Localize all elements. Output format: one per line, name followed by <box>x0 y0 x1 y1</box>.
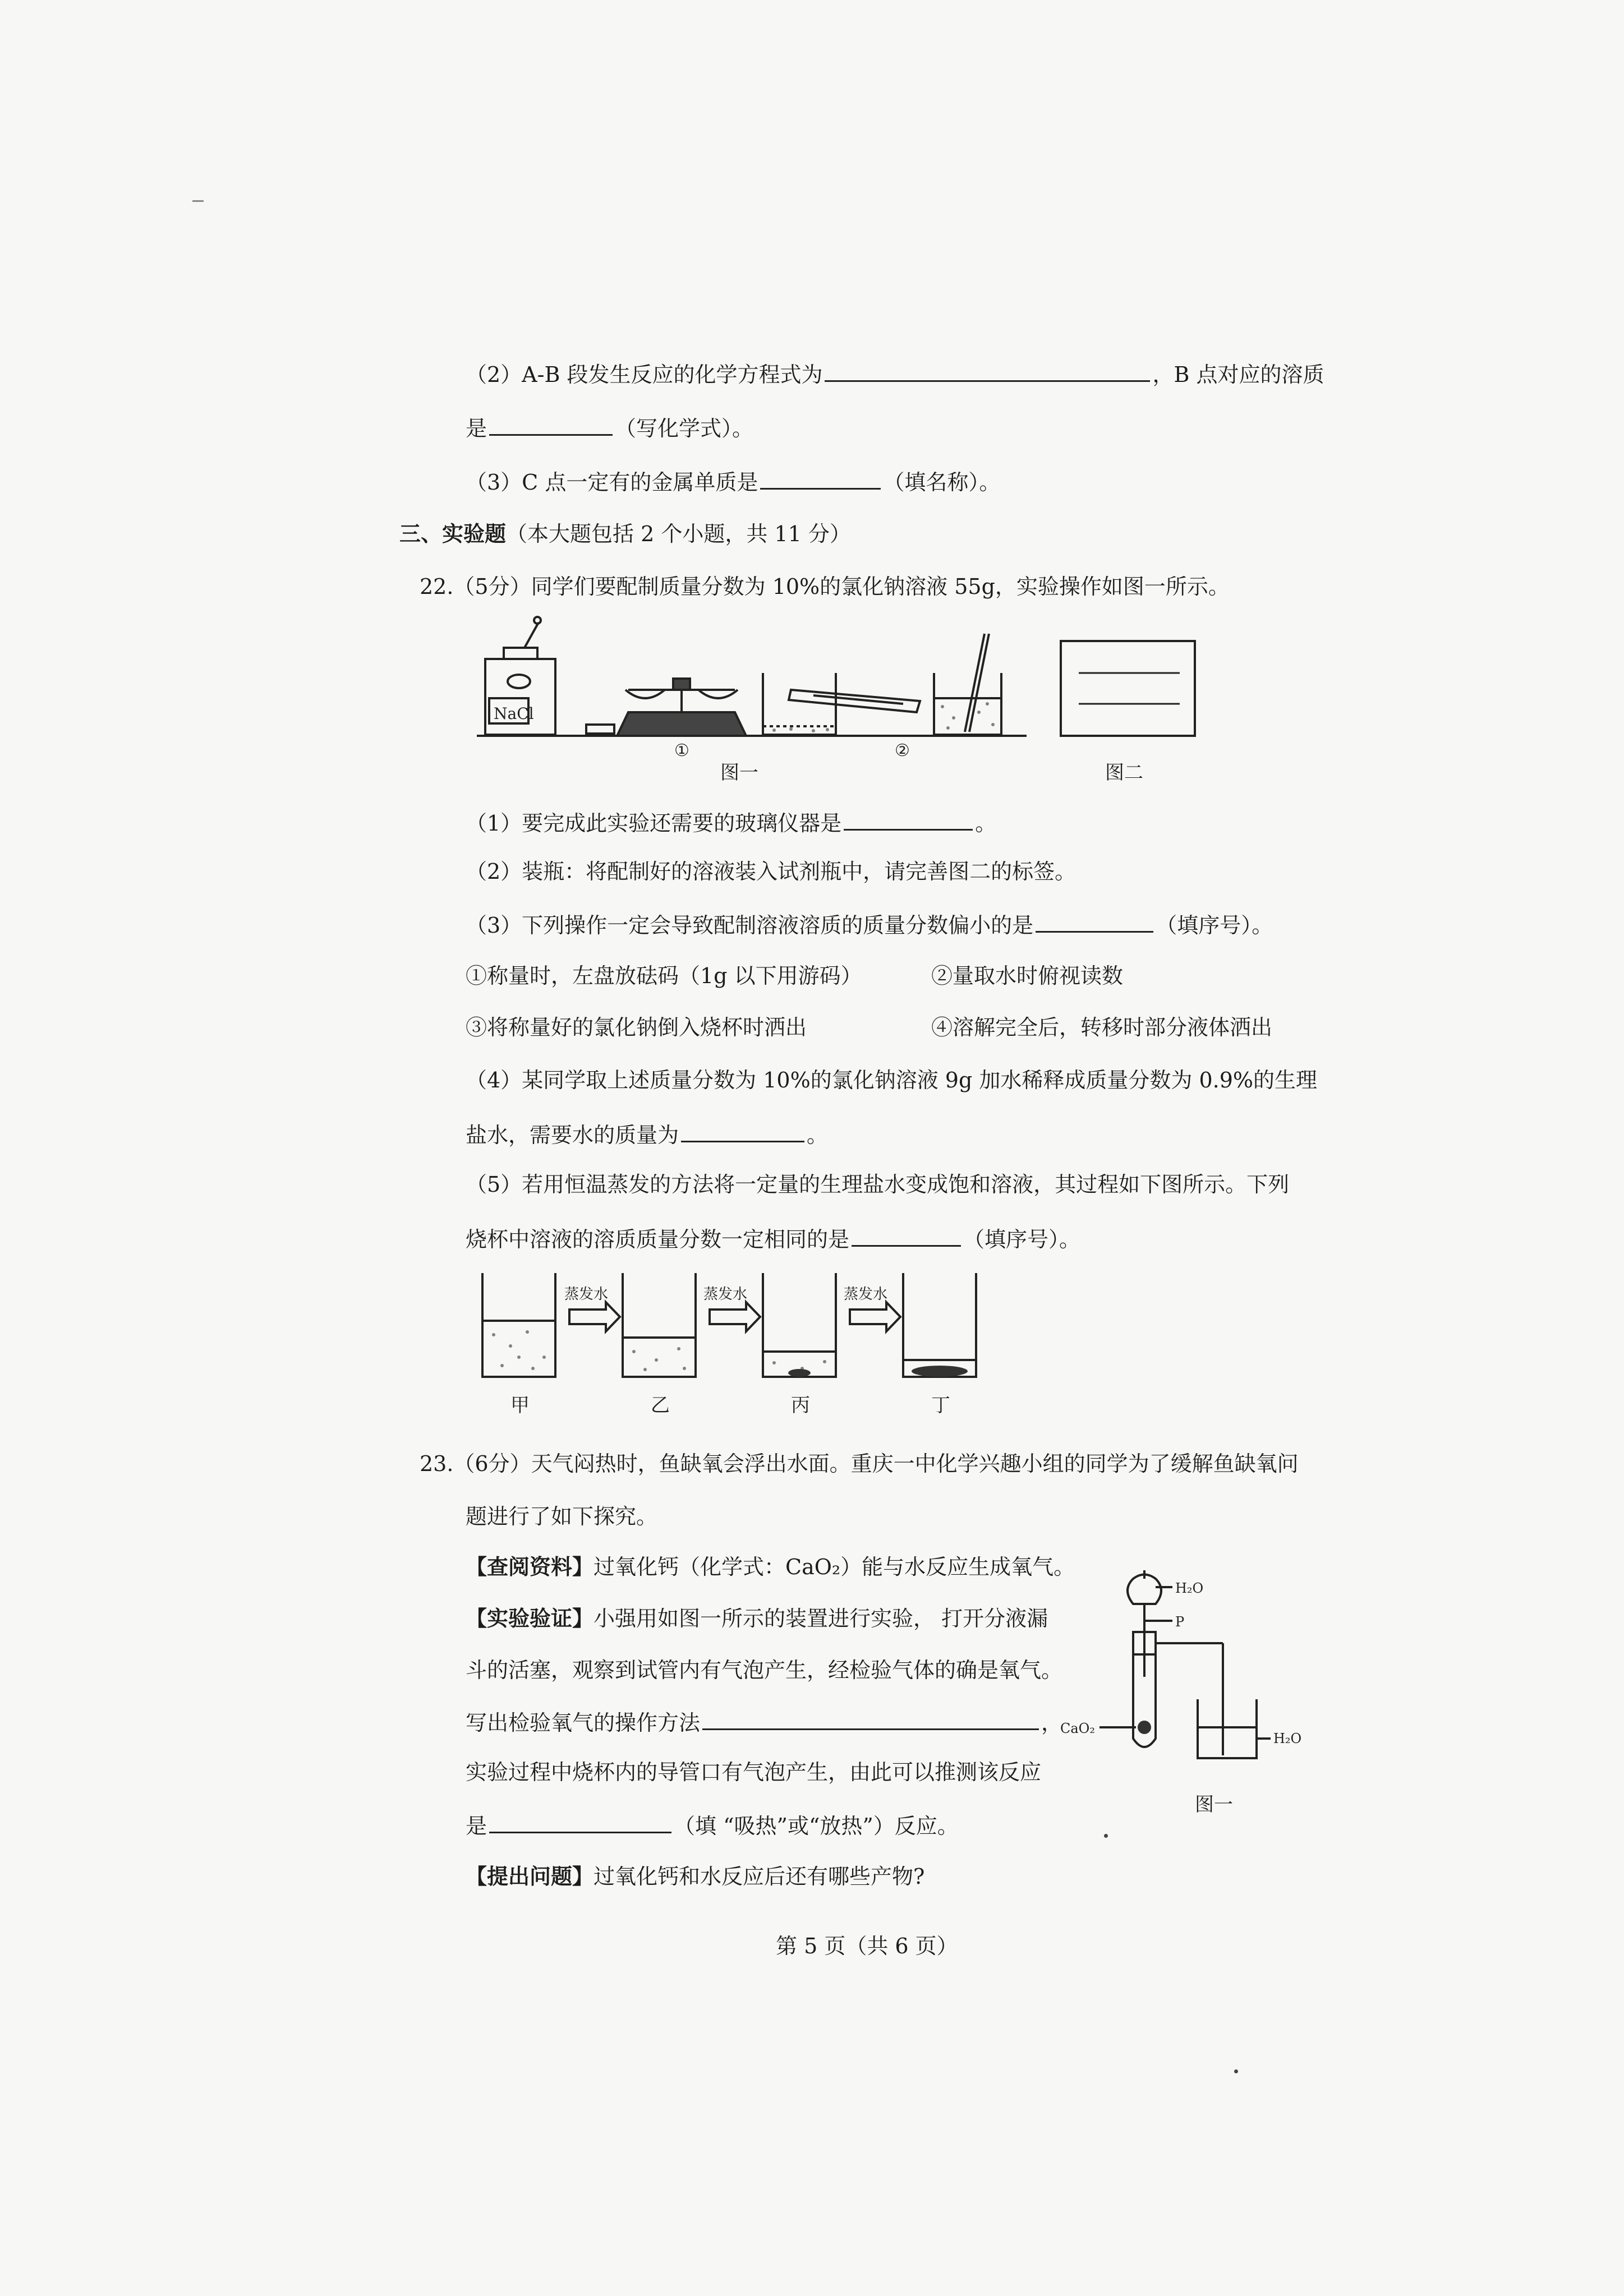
q22-part1 <box>466 808 996 837</box>
q21-part2-text-c: 是 <box>466 416 487 441</box>
q22-figure-2-label[interactable] <box>1059 639 1197 737</box>
q22-part5-line2 <box>466 1224 1080 1253</box>
q22-part4-text: 盐水，需要水的质量为 <box>466 1123 679 1147</box>
q23-apparatus-figure <box>1060 1570 1313 1789</box>
answer-blank[interactable] <box>489 1810 671 1833</box>
question-tag: 【提出问题】 <box>466 1864 594 1889</box>
q23-verify-line5 <box>466 1810 959 1839</box>
q22-option-2: ②量取水时俯视读数 <box>931 963 1124 988</box>
q23-figure-caption: 图一 <box>1195 1794 1233 1816</box>
q21-part2-text-d: （写化学式）。 <box>615 416 754 441</box>
q22-part4-line1: （4）某同学取上述质量分数为 10%的氯化钠溶液 9g 加水稀释成质量分数为 0.9%的生理 <box>466 1068 1317 1092</box>
step2-label: ② <box>895 741 910 760</box>
q23-verify-line4: 实验过程中烧杯内的导管口有气泡产生，由此可以推测该反应 <box>466 1760 1042 1785</box>
q23-verify-line3 <box>466 1707 1062 1736</box>
info-text: 过氧化钙（化学式：CaO₂）能与水反应生成氧气。 <box>594 1555 1075 1579</box>
q22-option-4: ④溶解完全后，转移时部分液体洒出 <box>931 1015 1273 1040</box>
q22-part3-text-b: （填序号）。 <box>1156 913 1273 938</box>
verify-tag: 【实验验证】 <box>466 1606 594 1631</box>
q21-part2-line2 <box>466 413 753 442</box>
answer-blank[interactable] <box>760 467 881 490</box>
step1-label: ① <box>674 741 689 760</box>
q22-part5-text: 烧杯中溶液的溶质质量分数一定相同的是 <box>466 1227 850 1252</box>
beaker-label-bing: 丙 <box>791 1394 810 1417</box>
q22-part4-line2 <box>466 1119 828 1149</box>
beaker-label-ding: 丁 <box>931 1394 950 1417</box>
p-label: P <box>1175 1614 1185 1630</box>
figure-1-caption: 图一 <box>720 762 758 784</box>
h2o-top-label: H₂O <box>1175 1580 1204 1596</box>
section-title: 三、实验题 <box>399 521 507 546</box>
q23-question <box>466 1863 924 1890</box>
answer-blank[interactable] <box>1036 910 1153 933</box>
figure-2-caption: 图二 <box>1105 762 1143 784</box>
cao2-label: CaO₂ <box>1060 1721 1095 1736</box>
nacl-label: NaCl <box>494 704 534 723</box>
scan-speck <box>1234 2069 1238 2073</box>
q21-part2-text: （2）A-B 段发生反应的化学方程式为 <box>466 362 823 387</box>
answer-blank[interactable] <box>852 1224 961 1247</box>
page-footer: 第 5 页（共 6 页） <box>776 1934 958 1958</box>
answer-blank[interactable] <box>702 1707 1039 1730</box>
verify-text-c: 写出检验氧气的操作方法 <box>466 1711 701 1735</box>
q22-option-3: ③将称量好的氯化钠倒入烧杯时洒出 <box>466 1015 807 1040</box>
verify-text: 小强用如图一所示的装置进行实验， 打开分液漏 <box>594 1606 1048 1631</box>
q23-info <box>466 1553 1075 1580</box>
q22-part2: （2）装瓶：将配制好的溶液装入试剂瓶中，请完善图二的标签。 <box>466 859 1076 884</box>
scan-mark <box>192 200 204 202</box>
scan-speck <box>1104 1834 1108 1838</box>
q21-part3-text-b: （填名称）。 <box>883 470 1001 495</box>
verify-text-c2: ， <box>1041 1711 1063 1735</box>
q22-part3-text: （3）下列操作一定会导致配制溶液溶质的质量分数偏小的是 <box>466 913 1034 938</box>
section-heading <box>399 520 851 547</box>
evap-arrow-label-2: 蒸发水 <box>703 1286 748 1303</box>
q21-part2-text-b: ，B 点对应的溶质 <box>1152 362 1324 387</box>
q23-stem-line2: 题进行了如下探究。 <box>466 1504 658 1529</box>
q22-part4-text-c: 。 <box>807 1123 829 1147</box>
q23-verify-line2: 斗的活塞，观察到试管内有气泡产生，经检验气体的确是氧气。 <box>466 1658 1063 1682</box>
info-tag: 【查阅资料】 <box>466 1554 594 1579</box>
q22-part3 <box>466 910 1273 939</box>
answer-blank[interactable] <box>681 1119 804 1142</box>
q22-option-1: ①称量时，左盘放砝码（1g 以下用游码） <box>466 963 862 988</box>
q21-part3 <box>466 467 1000 496</box>
verify-text-e2: （填 “吸热”或“放热”）反应。 <box>674 1814 959 1838</box>
h2o-right-label: H₂O <box>1273 1731 1302 1746</box>
question-text: 过氧化钙和水反应后还有哪些产物? <box>594 1864 925 1889</box>
q22-part5-line1: （5）若用恒温蒸发的方法将一定量的生理盐水变成饱和溶液，其过程如下图所示。下列 <box>466 1172 1290 1197</box>
beaker-label-jia: 甲 <box>510 1394 530 1417</box>
q21-part2-line1 <box>466 359 1324 388</box>
q23-verify-line1 <box>466 1605 1048 1632</box>
q21-part3-text: （3）C 点一定有的金属单质是 <box>466 470 758 495</box>
evap-arrow-label-3: 蒸发水 <box>844 1286 888 1303</box>
q22-part5-text-c: （填序号）。 <box>963 1227 1081 1252</box>
beaker-label-yi: 乙 <box>651 1394 670 1417</box>
answer-blank[interactable] <box>844 808 973 831</box>
q22-stem: 22.（5分）同学们要配制质量分数为 10%的氯化钠溶液 55g，实验操作如图一所示。 <box>420 574 1230 599</box>
section-desc: （本大题包括 2 个小题，共 11 分） <box>506 522 851 546</box>
answer-blank[interactable] <box>825 359 1150 382</box>
verify-text-e: 是 <box>466 1814 487 1838</box>
q23-stem-line1: 23.（6分）天气闷热时，鱼缺氧会浮出水面。重庆一中化学兴趣小组的同学为了缓解鱼缺氧问 <box>420 1451 1299 1476</box>
q22-part1-text: （1）要完成此实验还需要的玻璃仪器是 <box>466 811 842 836</box>
q22-part1-text-b: 。 <box>975 811 997 836</box>
q22-figure-1 <box>477 628 1049 760</box>
answer-blank[interactable] <box>489 413 613 436</box>
evap-arrow-label-1: 蒸发水 <box>564 1286 609 1303</box>
